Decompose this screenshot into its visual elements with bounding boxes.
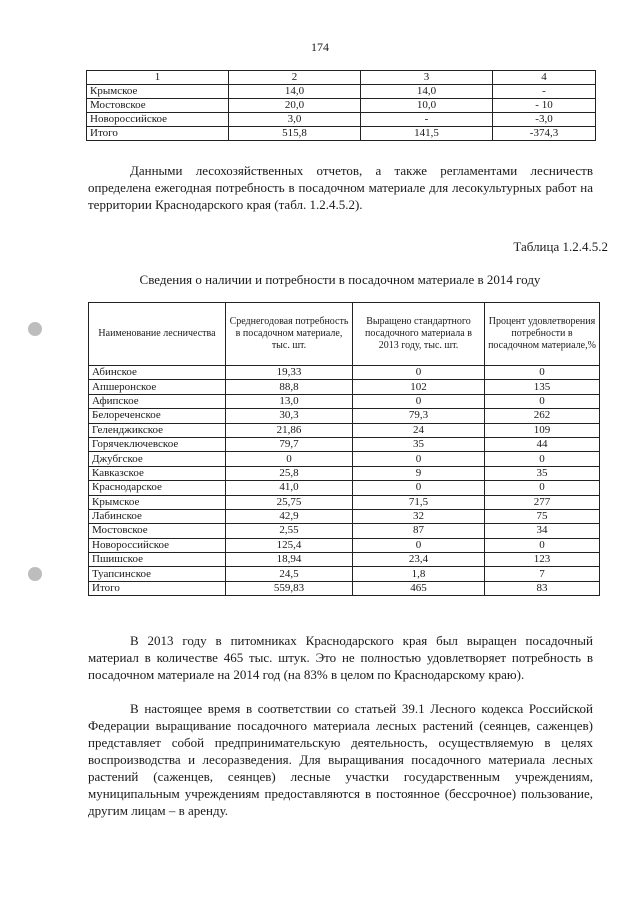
table-row	[87, 113, 596, 127]
table-header-row	[89, 303, 600, 366]
seedling-table	[88, 302, 600, 596]
punch-hole	[28, 567, 42, 581]
value-cell: 7	[485, 567, 600, 581]
table-row	[89, 495, 600, 509]
table-row	[89, 538, 600, 552]
row-label-cell: Афипское	[89, 394, 226, 408]
value-cell: 30,3	[226, 409, 353, 423]
value-cell: -	[493, 85, 596, 99]
row-label-cell: Краснодарское	[89, 481, 226, 495]
value-cell: 18,94	[226, 553, 353, 567]
value-cell: 0	[353, 452, 485, 466]
value-cell: 10,0	[361, 99, 493, 113]
value-cell: 0	[353, 481, 485, 495]
value-cell: 87	[353, 524, 485, 538]
table-row	[89, 553, 600, 567]
value-cell: 71,5	[353, 495, 485, 509]
table-row	[89, 380, 600, 394]
row-label-cell: Итого	[89, 581, 226, 595]
value-cell: 42,9	[226, 509, 353, 523]
paragraph-2: В 2013 году в питомниках Краснодарского края был выращен посадочный материал в количестве 465 тыс. штук. Это не полностью удовлетворяет потребность в посадочном материале на 2014 год (на 83% в целом по Краснодарскому краю).	[88, 633, 593, 682]
row-label-cell: Мостовское	[89, 524, 226, 538]
value-cell: 32	[353, 509, 485, 523]
value-cell: 123	[485, 553, 600, 567]
value-cell: 21,86	[226, 423, 353, 437]
header-forestry: Наименование лесничества	[89, 303, 226, 366]
table-row	[89, 581, 600, 595]
table-row	[89, 366, 600, 380]
value-cell: 2,55	[226, 524, 353, 538]
value-cell: 41,0	[226, 481, 353, 495]
value-cell: 13,0	[226, 394, 353, 408]
value-cell: -374,3	[493, 127, 596, 141]
value-cell: 0	[485, 366, 600, 380]
row-label-cell: Крымское	[87, 85, 229, 99]
table-row	[89, 394, 600, 408]
value-cell: 24	[353, 423, 485, 437]
table-row	[89, 567, 600, 581]
value-cell: 3,0	[229, 113, 361, 127]
row-label-cell: Туапсинское	[89, 567, 226, 581]
value-cell: - 10	[493, 99, 596, 113]
value-cell: 19,33	[226, 366, 353, 380]
value-cell: 262	[485, 409, 600, 423]
value-cell: 25,8	[226, 466, 353, 480]
paragraph-3: В настоящее время в соответствии со статьей 39.1 Лесного кодекса Российской Федерации выращивание посадочного материала лесных растений (сеянцев, саженцев) представляет собой предпринимательскую деятельность, осуществляемую в целях воспроизводства и лесоразведения. Для выращивания посадочного материала лесных растений (саженцев, сеянцев) лесные участки государственным учреждениям, муниципальным учреждениям предоставляются в постоянное (бессрочное) пользование, другим лицам – в аренду.	[88, 701, 593, 818]
value-cell: 14,0	[361, 85, 493, 99]
row-label-cell: Мостовское	[87, 99, 229, 113]
value-cell: 0	[353, 366, 485, 380]
table-row	[87, 127, 596, 141]
value-cell: 0	[353, 538, 485, 552]
top-continuation-table	[86, 70, 596, 141]
table-row	[87, 85, 596, 99]
value-cell: 34	[485, 524, 600, 538]
table-row	[87, 99, 596, 113]
row-label-cell: Пшишское	[89, 553, 226, 567]
table-caption: Сведения о наличии и потребности в посадочном материале в 2014 году	[139, 272, 541, 287]
value-cell: 125,4	[226, 538, 353, 552]
row-label-cell: Новороссийское	[89, 538, 226, 552]
paragraph-1: Данными лесохозяйственных отчетов, а также регламентами лесничеств определена ежегодная потребность в посадочном материале для лесокультурных работ на территории Краснодарского края (табл. 1.2.4.5.2).	[88, 163, 593, 212]
value-cell: 515,8	[229, 127, 361, 141]
value-cell: 20,0	[229, 99, 361, 113]
value-cell: 109	[485, 423, 600, 437]
punch-hole	[28, 322, 42, 336]
value-cell: 1,8	[353, 567, 485, 581]
value-cell: -	[361, 113, 493, 127]
value-cell: 14,0	[229, 85, 361, 99]
row-label-cell: Лабинское	[89, 509, 226, 523]
row-label-cell: Джубгское	[89, 452, 226, 466]
row-label-cell: Горячеключевское	[89, 437, 226, 451]
row-label-cell: Абинское	[89, 366, 226, 380]
header-grown: Выращено стандартного посадочного материала в 2013 году, тыс. шт.	[353, 303, 485, 366]
row-label-cell: Апшеронское	[89, 380, 226, 394]
value-cell: 88,8	[226, 380, 353, 394]
value-cell: 0	[485, 538, 600, 552]
value-cell: 559,83	[226, 581, 353, 595]
row-label-cell: Геленджикское	[89, 423, 226, 437]
value-cell: 141,5	[361, 127, 493, 141]
value-cell: 102	[353, 380, 485, 394]
value-cell: 135	[485, 380, 600, 394]
row-label-cell: Новороссийское	[87, 113, 229, 127]
value-cell: 465	[353, 581, 485, 595]
value-cell: 25,75	[226, 495, 353, 509]
header-cell: 4	[493, 71, 596, 85]
table-row	[89, 466, 600, 480]
value-cell: 35	[485, 466, 600, 480]
row-label-cell: Итого	[87, 127, 229, 141]
table-title: Таблица 1.2.4.5.2	[513, 239, 608, 254]
value-cell: 9	[353, 466, 485, 480]
value-cell: 0	[485, 481, 600, 495]
table-row	[89, 437, 600, 451]
value-cell: 277	[485, 495, 600, 509]
value-cell: 35	[353, 437, 485, 451]
value-cell: 79,7	[226, 437, 353, 451]
header-cell: 1	[87, 71, 229, 85]
table-row	[89, 481, 600, 495]
table-row	[89, 409, 600, 423]
table-header-row	[87, 71, 596, 85]
header-percent: Процент удовлетворения потребности в посадочном материале,%	[485, 303, 600, 366]
row-label-cell: Кавказское	[89, 466, 226, 480]
header-demand: Среднегодовая потребность в посадочном материале, тыс. шт.	[226, 303, 353, 366]
table-row	[89, 423, 600, 437]
value-cell: 75	[485, 509, 600, 523]
row-label-cell: Белореченское	[89, 409, 226, 423]
value-cell: 0	[226, 452, 353, 466]
row-label-cell: Крымское	[89, 495, 226, 509]
table-row	[89, 524, 600, 538]
value-cell: 24,5	[226, 567, 353, 581]
value-cell: 0	[485, 452, 600, 466]
value-cell: 0	[353, 394, 485, 408]
value-cell: 83	[485, 581, 600, 595]
header-cell: 2	[229, 71, 361, 85]
value-cell: 0	[485, 394, 600, 408]
table-row	[89, 452, 600, 466]
value-cell: 44	[485, 437, 600, 451]
page-number: 174	[311, 40, 329, 54]
value-cell: -3,0	[493, 113, 596, 127]
table-row	[89, 509, 600, 523]
value-cell: 79,3	[353, 409, 485, 423]
header-cell: 3	[361, 71, 493, 85]
value-cell: 23,4	[353, 553, 485, 567]
